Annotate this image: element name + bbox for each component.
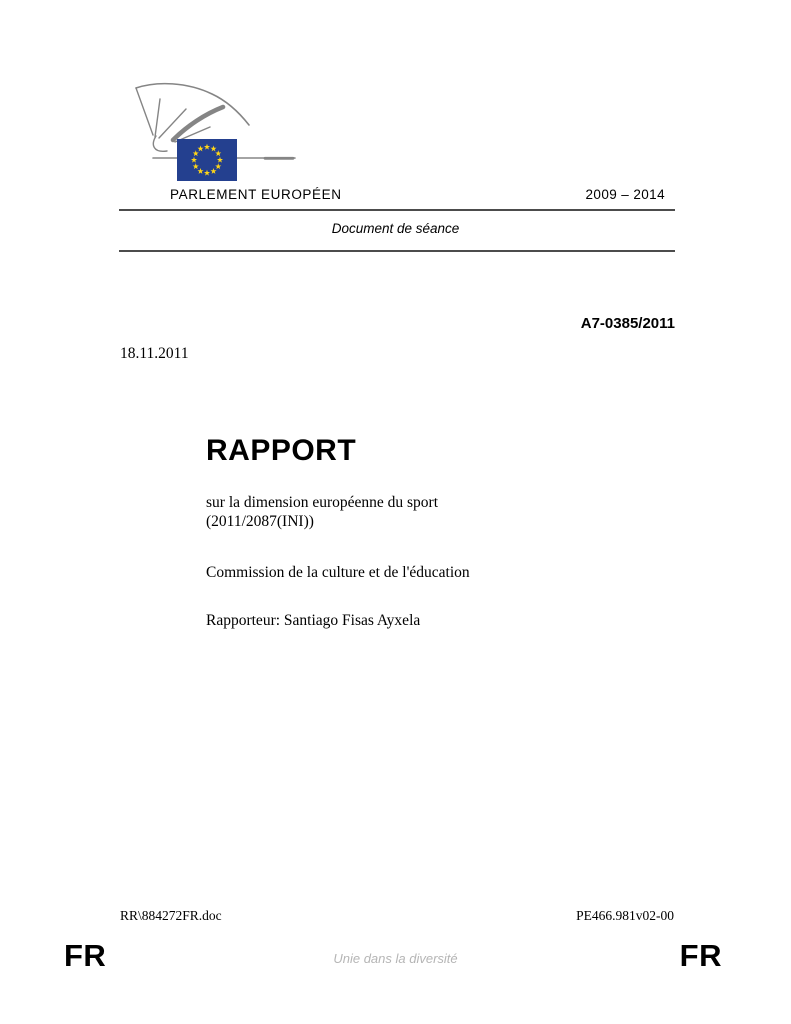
language-code-left: FR (64, 938, 107, 973)
document-type-label: Document de séance (331, 221, 460, 236)
report-subject (206, 494, 438, 531)
committee-name: Commission de la culture et de l'éducation (206, 564, 470, 581)
report-title: RAPPORT (206, 434, 357, 467)
footer-document-reference: RR\884272FR.doc (120, 908, 222, 923)
legislature-years: 2009 – 2014 (585, 187, 665, 202)
footer-pe-reference: PE466.981v02-00 (576, 908, 674, 923)
report-reference-number: A7-0385/2011 (580, 315, 675, 332)
header-rule-top (119, 209, 675, 211)
rapporteur-line: Rapporteur: Santiago Fisas Ayxela (206, 612, 421, 629)
eu-motto: Unie dans la diversité (333, 951, 458, 966)
eu-flag-icon (177, 139, 237, 181)
language-code-right: FR (679, 938, 722, 973)
subject-line-2: (2011/2087(INI)) (206, 512, 314, 530)
document-date: 18.11.2011 (120, 345, 189, 362)
header-rule-bottom (119, 250, 675, 252)
european-parliament-logo (117, 82, 297, 186)
subject-line-1: sur la dimension européenne du sport (206, 494, 439, 511)
institution-name: PARLEMENT EUROPÉEN (170, 187, 342, 202)
